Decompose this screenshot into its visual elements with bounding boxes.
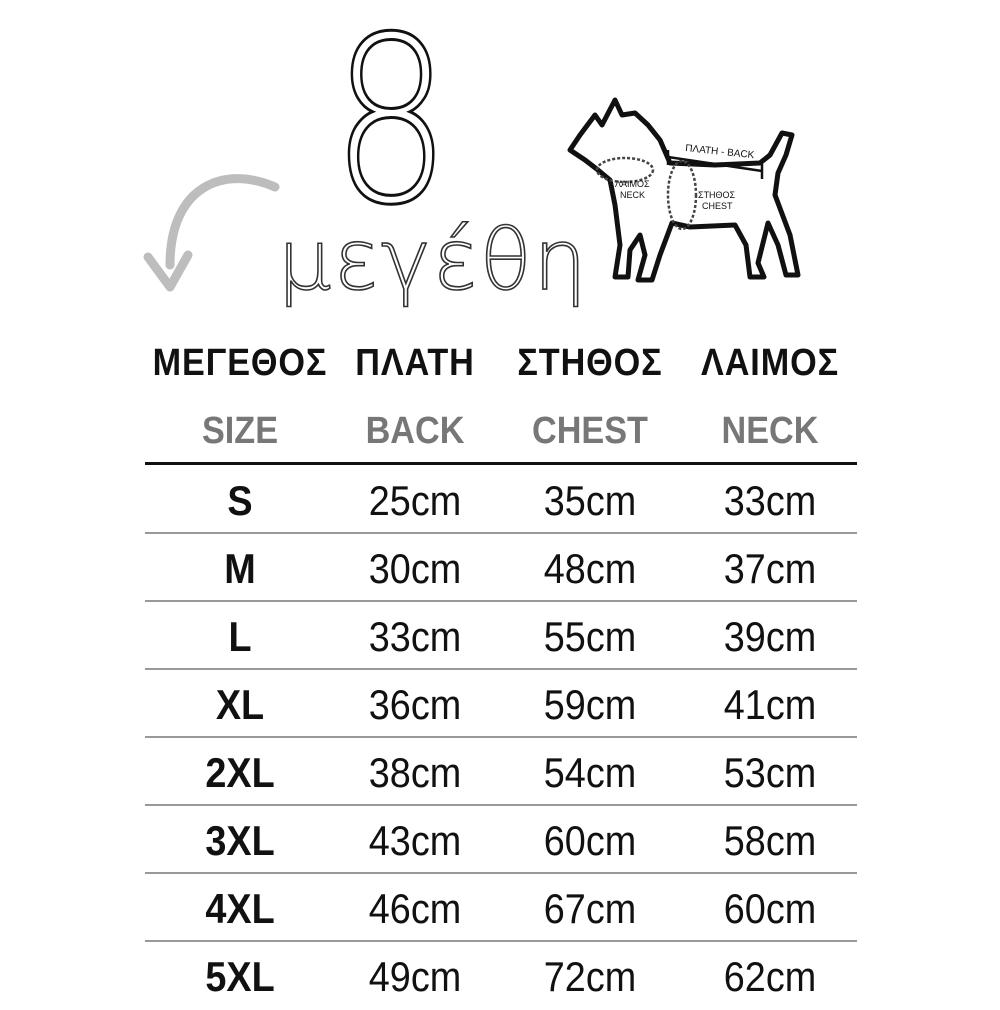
subtitle: μεγέθη (278, 211, 589, 309)
chest-label-gr: ΣΤΗΘΟΣ (698, 190, 736, 200)
header-chest-en: CHEST (532, 410, 648, 452)
size-cell: 4XL (205, 885, 275, 932)
neck-label-gr: ΛΑΙΜΟΣ (615, 179, 650, 189)
size-cell: L (228, 613, 252, 660)
size-cell: 5XL (205, 953, 275, 1000)
size-cell: XL (215, 681, 265, 728)
header-size-gr: ΜΕΓΕΘΟΣ (152, 342, 328, 384)
table-row (0, 874, 1000, 942)
chest-cell: 54cm (543, 749, 637, 796)
neck-cell: 62cm (723, 953, 817, 1000)
neck-cell: 37cm (723, 545, 817, 592)
back-cell: 36cm (368, 681, 462, 728)
size-cell: S (227, 477, 253, 524)
back-cell: 33cm (368, 613, 462, 660)
back-label: ΠΛΑΤΗ - BACK (684, 143, 755, 162)
back-cell: 38cm (368, 749, 462, 796)
table-row (0, 466, 1000, 534)
chest-cell: 48cm (543, 545, 637, 592)
neck-cell: 41cm (723, 681, 817, 728)
chest-cell: 60cm (543, 817, 637, 864)
greek-header-row (0, 342, 1000, 392)
back-cell: 43cm (368, 817, 462, 864)
header-back-en: BACK (365, 410, 465, 452)
neck-label-en: NECK (620, 190, 646, 200)
back-cell: 46cm (368, 885, 462, 932)
dog-measurement-diagram (560, 95, 820, 295)
chest-cell: 67cm (543, 885, 637, 932)
chest-cell: 55cm (543, 613, 637, 660)
neck-cell: 39cm (723, 613, 817, 660)
table-row (0, 806, 1000, 874)
neck-cell: 60cm (723, 885, 817, 932)
table-row (0, 670, 1000, 738)
neck-cell: 33cm (723, 477, 817, 524)
size-cell: 2XL (205, 749, 275, 796)
table-row (0, 602, 1000, 670)
header-back-gr: ΠΛΑΤΗ (355, 342, 475, 384)
header-size-en: SIZE (201, 410, 279, 452)
sizes-count: 8 (331, 0, 452, 256)
table-row (0, 534, 1000, 602)
header-neck-gr: ΛΑΙΜΟΣ (700, 342, 840, 384)
header-divider (145, 462, 857, 465)
size-cell: 3XL (205, 817, 275, 864)
header-neck-en: NECK (721, 410, 819, 452)
curved-arrow-icon (130, 165, 290, 305)
chest-label-en: CHEST (702, 201, 733, 211)
chest-cell: 72cm (543, 953, 637, 1000)
back-cell: 49cm (368, 953, 462, 1000)
back-cell: 25cm (368, 477, 462, 524)
neck-cell: 53cm (723, 749, 817, 796)
neck-cell: 58cm (723, 817, 817, 864)
header-chest-gr: ΣΤΗΘΟΣ (517, 342, 663, 384)
back-cell: 30cm (368, 545, 462, 592)
english-header-row (0, 410, 1000, 460)
chest-cell: 59cm (543, 681, 637, 728)
size-cell: M (224, 545, 256, 592)
chest-cell: 35cm (543, 477, 637, 524)
table-row (0, 738, 1000, 806)
